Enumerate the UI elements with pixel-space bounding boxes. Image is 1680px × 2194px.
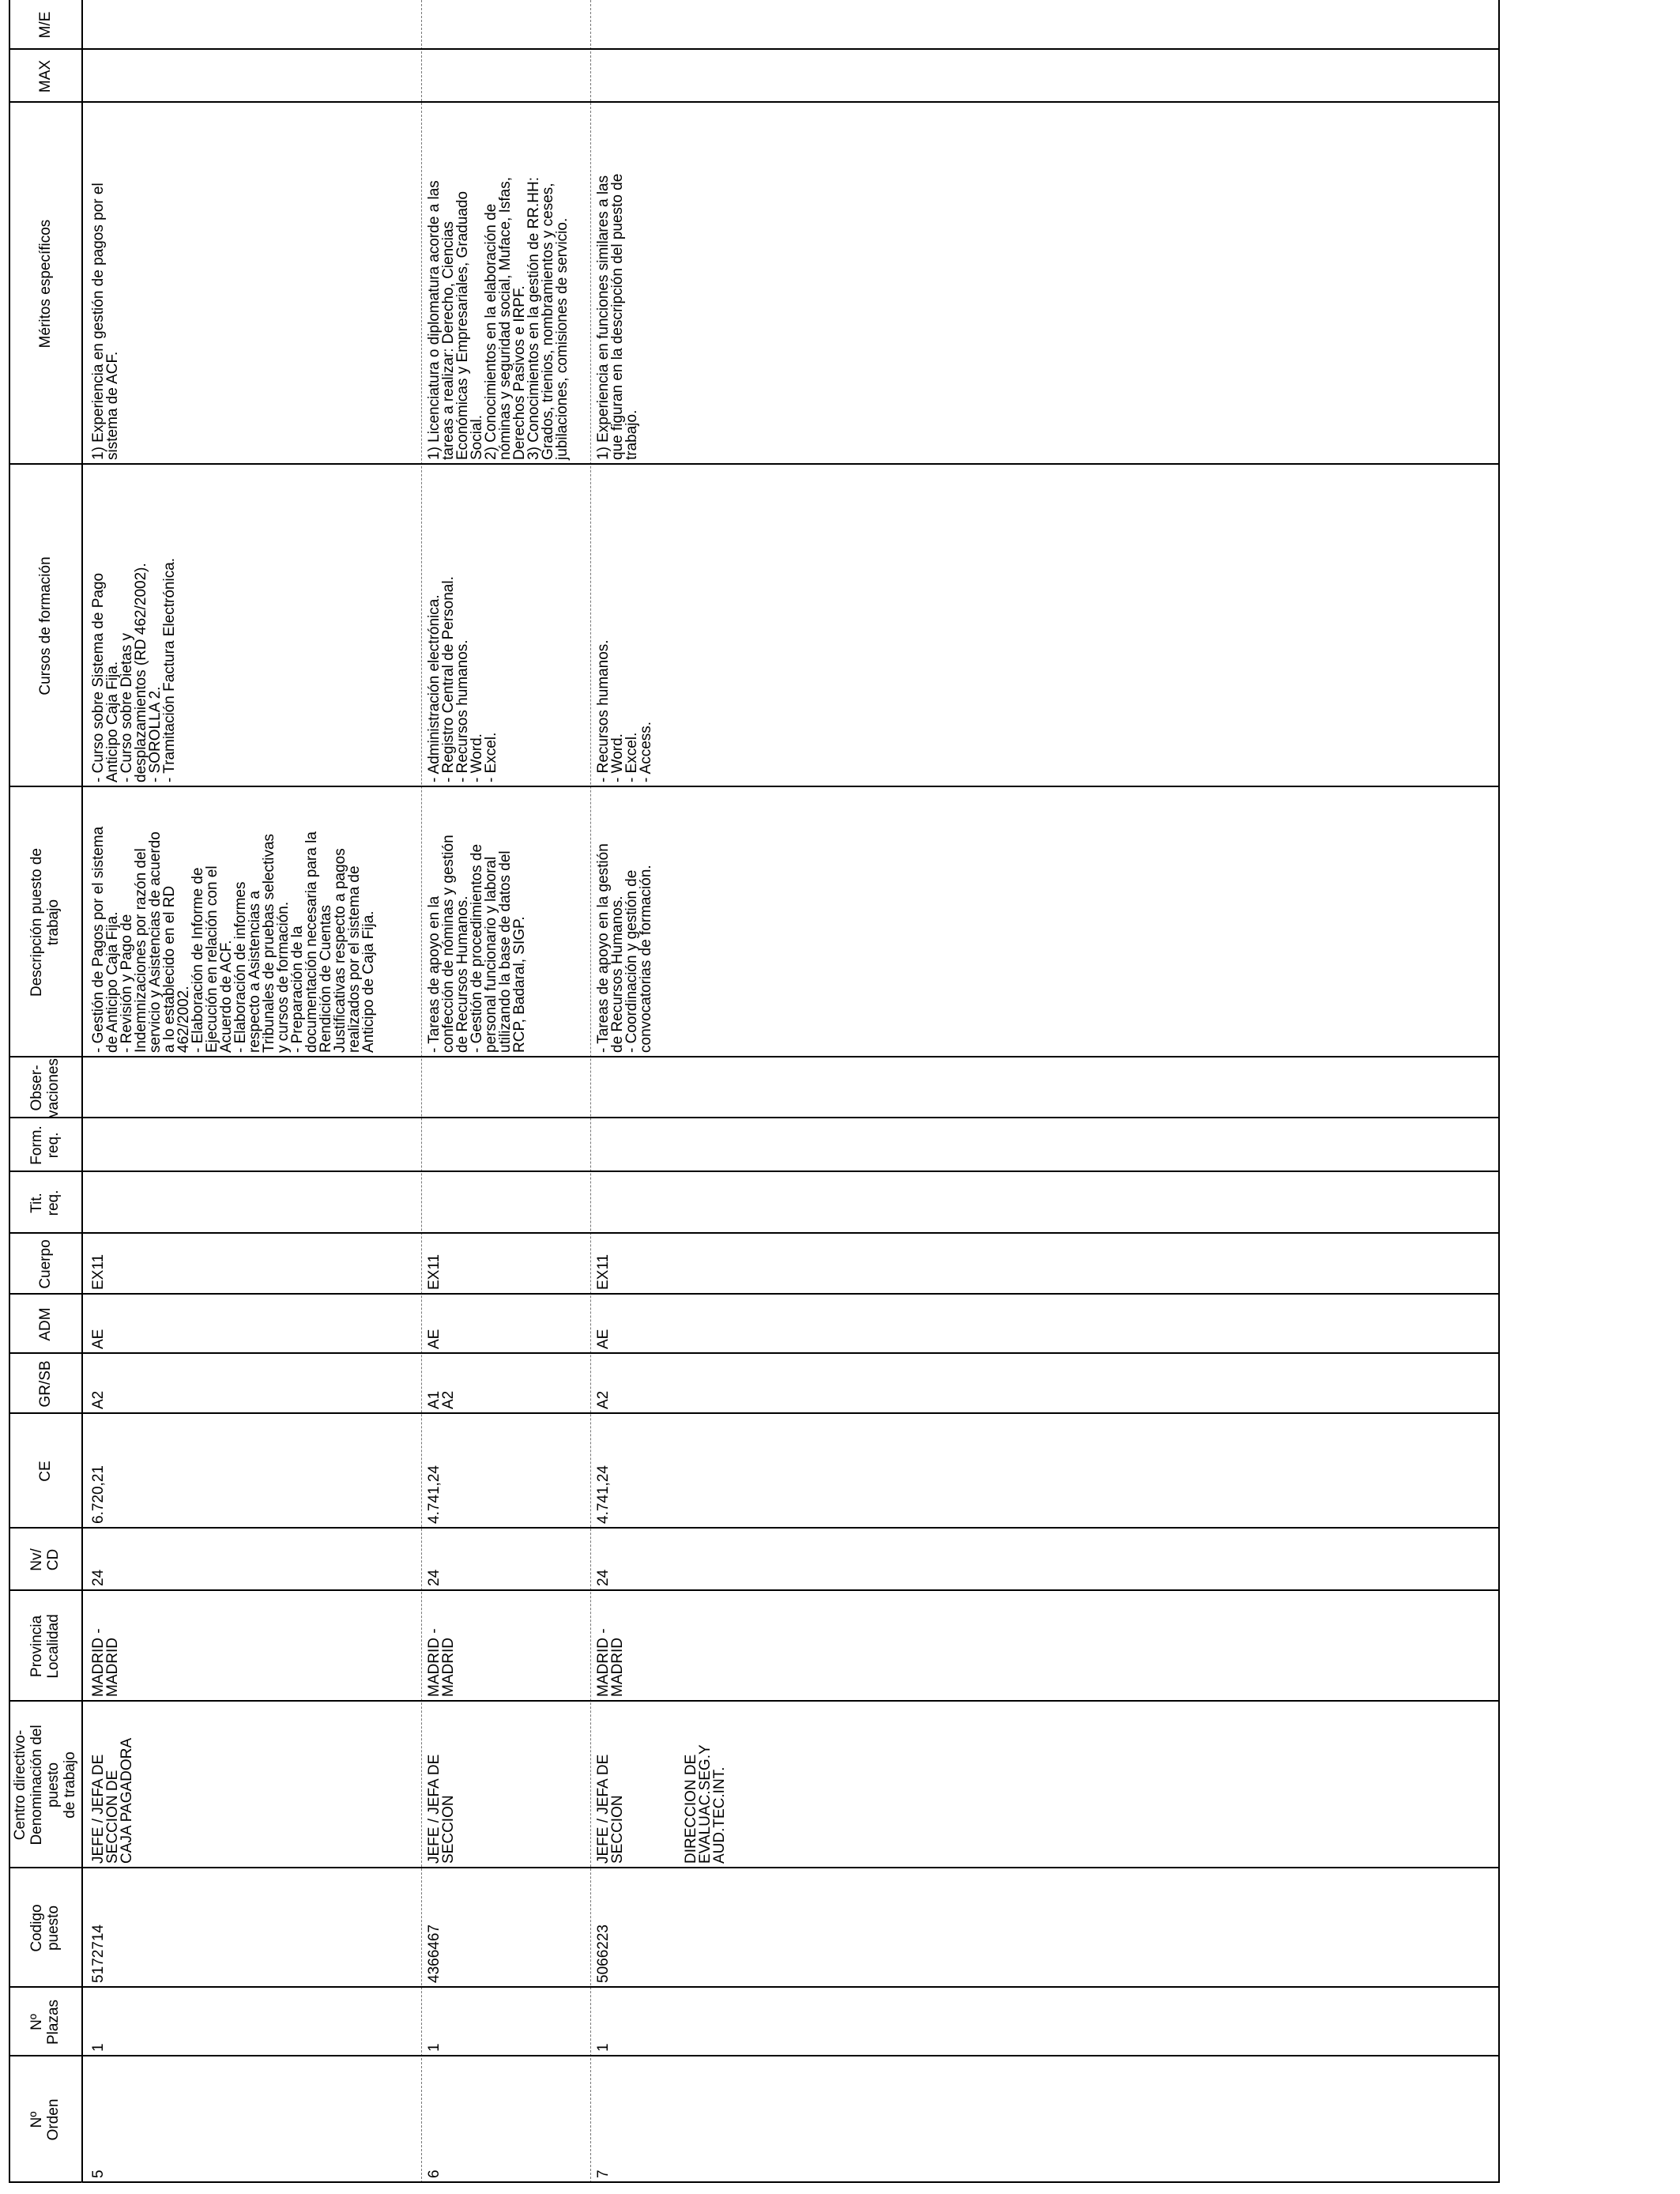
row-separator [590, 0, 591, 2183]
row-provincia: MADRID - MADRID [90, 1628, 121, 1697]
row-provincia: MADRID - MADRID [595, 1628, 626, 1697]
header-cursos: Cursos de formación [36, 556, 54, 696]
row-meritos: 1) Experiencia en funciones similares a las que figuran en la descripción del puesto de trabajo. [595, 173, 640, 460]
header-adm: ADM [36, 1307, 54, 1341]
row-provincia: MADRID - MADRID [426, 1628, 457, 1697]
row-descripcion: - Tareas de apoyo en la confección de nóminas y gestión de Recursos Humanos. - Gestión de procedimientos de personal funcionario y laboral utilizando la base de datos del RCP, Badaral, SIGP. [426, 835, 528, 1053]
row-nivel: 24 [426, 1569, 443, 1586]
column-border [9, 1986, 1498, 1988]
row-separator [421, 0, 422, 2183]
header-tit: Tit. req. [28, 1189, 62, 1216]
group-label: DIRECCION DE EVALUAC.SEG.Y AUD.TEC.INT. [683, 1744, 728, 1864]
column-border [9, 101, 1498, 103]
row-orden: 5 [90, 2169, 107, 2178]
row-nivel: 24 [595, 1569, 612, 1586]
header-provincia: Provincia Localidad [28, 1614, 62, 1679]
row-cuerpo: EX11 [90, 1253, 107, 1290]
header-me: M/E [36, 11, 54, 39]
column-border [9, 1171, 1498, 1172]
row-cursos: - Curso sobre Sistema de Pago Anticipo Caja Fija. - Curso sobre Dietas y desplazamientos (RD 462/2002). - SOROLLA 2. - Tramitación Factura Electrónica. [90, 557, 178, 782]
column-border [9, 1867, 1498, 1868]
header-orden: Nº Orden [28, 2098, 62, 2141]
row-codigo: 4366467 [426, 1924, 443, 1983]
row-plazas: 1 [90, 2043, 107, 2052]
row-codigo: 5066223 [595, 1924, 612, 1983]
row-adm: AE [595, 1329, 612, 1349]
column-border [9, 2055, 1498, 2056]
column-border [9, 1412, 1498, 1414]
table-bottom-border [1498, 0, 1500, 2183]
column-border [9, 1232, 1498, 1234]
row-grupo: A1 A2 [426, 1390, 457, 1409]
header-centro: Centro directivo- Denominación del puesto de trabajo [12, 1725, 78, 1845]
row-codigo: 5172714 [90, 1924, 107, 1983]
row-cuerpo: EX11 [595, 1253, 612, 1290]
row-plazas: 1 [426, 2043, 443, 2052]
header-cuerpo: Cuerpo [36, 1239, 54, 1289]
header-guide [81, 2182, 82, 2183]
row-meritos: 1) Licenciatura o diplomatura acorde a las tareas a realizar: Derecho, Ciencias Económicas y Empresariales, Graduado Social. 2) Conocimientos en la elaboración de nóminas y seguridad social, Muface, Isfas, Derechos Pasivos e IRPF. 3) Conocimientos en la gestión de RR.HH: Grados, trienios, nombramientos y ceses, jubilaciones, comisiones de servicio. [426, 176, 571, 460]
header-codigo: Codigo puesto [28, 1904, 62, 1952]
row-descripcion: - Tareas de apoyo en la gestión de Recursos Humanos. - Coordinación y gestión de convocatorias de formación. [595, 843, 654, 1053]
header-obs: Obser- vaciones [28, 1058, 62, 1118]
row-orden: 6 [426, 2169, 443, 2178]
row-descripcion: - Gestión de Pagos por el sistema de Anticipo Caja Fija. - Revisión y Pago de Indemnizaciones por razón del servicio y Asistencias de acuerdo a lo establecido en el RD 462/2002. - Elaboración de Informe de Ejecución en relación con el Acuerdo de ACF. - Elaboración de informes respecto a Asistencias a Tribunales de pruebas selectivas y cursos de formación. - Preparación de la documentación necesaria para la Rendición de Cuentas Justificativas respecto a pagos realizados por el sistema de Anticipo de Caja Fija. [90, 826, 377, 1053]
column-border [9, 463, 1498, 465]
row-grupo: A2 [595, 1390, 612, 1409]
header-ce: CE [36, 1461, 54, 1482]
row-ce: 4.741,24 [426, 1465, 443, 1524]
column-border [9, 1293, 1498, 1295]
column-border [9, 1117, 1498, 1118]
row-centro: JEFE / JEFA DE SECCION [426, 1754, 457, 1864]
row-plazas: 1 [595, 2043, 612, 2052]
column-border [9, 1352, 1498, 1354]
header-form: Form. req. [28, 1125, 62, 1165]
row-cuerpo: EX11 [426, 1253, 443, 1290]
column-border [9, 1700, 1498, 1702]
row-ce: 4.741,24 [595, 1465, 612, 1524]
row-orden: 7 [595, 2169, 612, 2178]
column-border [9, 48, 1498, 50]
row-ce: 6.720,21 [90, 1465, 107, 1524]
row-grupo: A2 [90, 1390, 107, 1409]
header-separator [81, 0, 83, 2183]
row-centro: JEFE / JEFA DE SECCION DE CAJA PAGADORA [90, 1737, 135, 1864]
header-meritos: Méritos específicos [36, 219, 54, 349]
column-border [9, 2181, 1498, 2183]
column-border [9, 1527, 1498, 1529]
row-meritos: 1) Experiencia en gestión de pagos por el sistema de ACF. [90, 183, 121, 460]
header-descripcion: Descripción puesto de trabajo [28, 848, 62, 997]
row-nivel: 24 [90, 1569, 107, 1586]
row-adm: AE [426, 1329, 443, 1349]
header-nivel: Nv/ CD [28, 1548, 62, 1571]
header-plazas: Nº Plazas [28, 1999, 62, 2045]
row-cursos: - Recursos humanos. - Word. - Excel. - Access. [595, 639, 654, 782]
row-centro: JEFE / JEFA DE SECCION [595, 1754, 626, 1864]
column-border [9, 1056, 1498, 1057]
header-max: MAX [36, 59, 54, 93]
row-cursos: - Administración electrónica. - Registro Central de Personal. - Recursos humanos. - Word. - Excel. [426, 576, 499, 782]
column-border [9, 1589, 1498, 1591]
row-adm: AE [90, 1329, 107, 1349]
header-grupo: GR/SB [36, 1360, 54, 1408]
